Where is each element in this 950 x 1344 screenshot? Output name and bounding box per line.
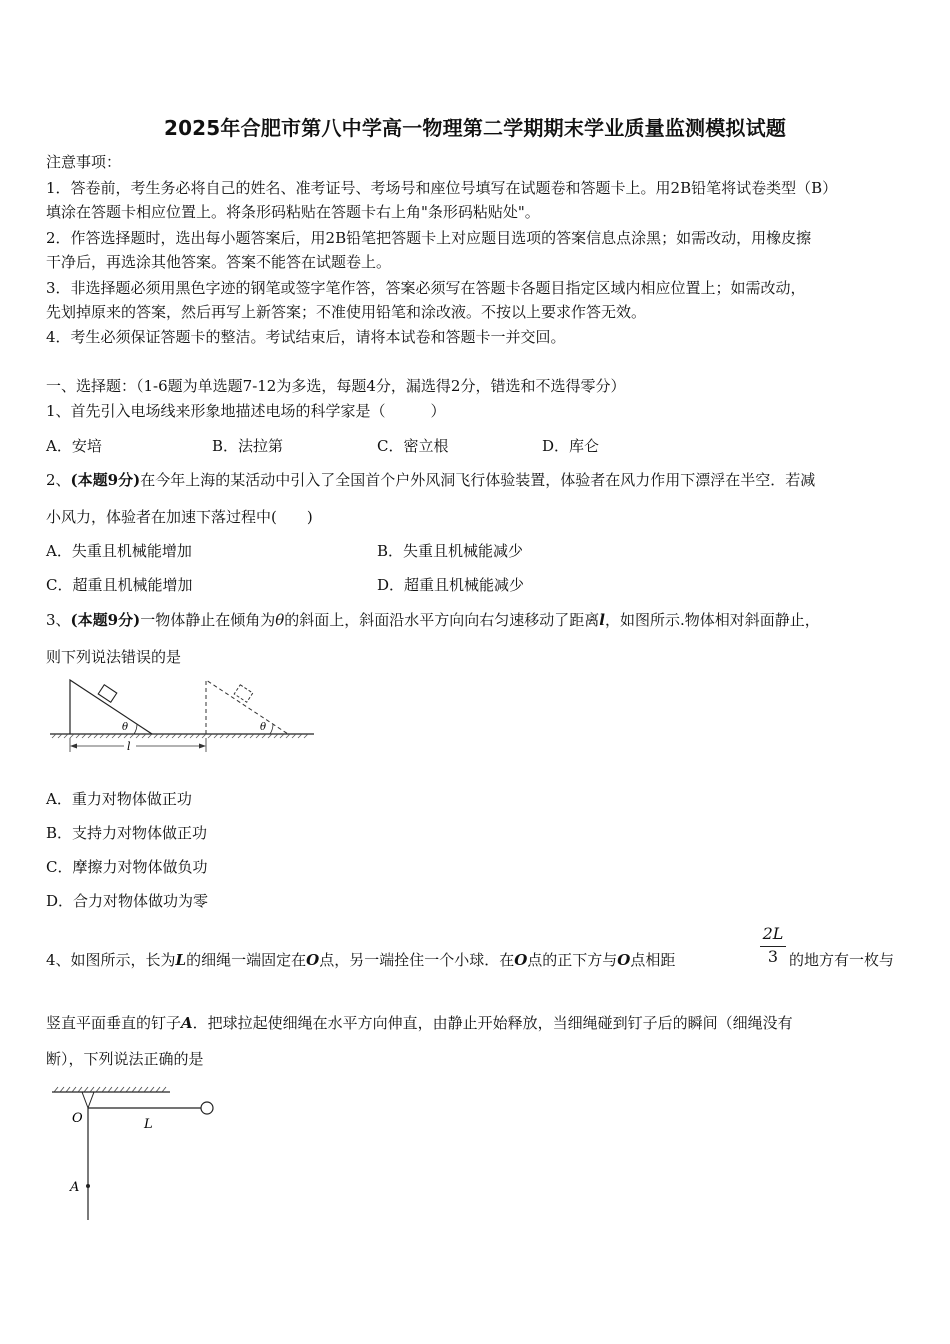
q1-option-d: D．库仑 [542,437,600,455]
q4-text-3: 点，另一端拴住一个小球．在 [319,951,515,969]
notice-line-4: 干净后，再选涂其他答案。答案不能答在试题卷上。 [46,253,392,271]
q3-text-1c: ，如图所示.物体相对斜面静止， [604,611,820,629]
pivot-support [82,1092,94,1108]
block-dashed [234,685,253,702]
page-title: 2025年合肥市第八中学高一物理第二学期期末学业质量监测模拟试题 [163,116,787,140]
q4-point-O-2: O [514,951,528,969]
q4-stem-line-2 [46,1013,793,1033]
incline-dashed [206,680,288,734]
nail-point [86,1184,90,1188]
q2-stem-line-1 [46,470,815,490]
label-L: L [144,1117,153,1132]
q2-score-tag: (本题9分) [70,471,141,489]
q4-text-5: 点相距 [630,951,676,969]
notice-line-5: 3．非选择题必须用黑色字迹的钢笔或签字笔作答，答案必须写在答题卡各题目指定区域内相应位置上；如需改动， [46,279,806,297]
q2-option-a: A．失重且机械能增加 [46,542,192,560]
angle-arc-solid [134,724,137,734]
arrowhead-left [70,744,77,749]
q4-fraction-numerator: 2L [760,924,786,947]
arrowhead-right [199,744,206,749]
q3-theta: θ [275,611,285,629]
ceiling-hatching [54,1087,166,1092]
notice-line-7: 4．考生必须保证答题卡的整洁。考试结束后，请将本试卷和答题卡一并交回。 [46,328,566,346]
section-heading: 一、选择题：（1-6题为单选题7-12为多选，每题4分，漏选得2分，错选和不选得零分） [46,377,626,395]
q4-text-4: 点的正下方与 [527,951,618,969]
q4-text-8: ．把球拉起使细绳在水平方向伸直，由静止开始释放，当细绳碰到钉子后的瞬间（细绳没有 [192,1014,793,1032]
q1-option-b: B．法拉第 [212,437,284,455]
q3-text-1a: 一物体静止在倾角为 [140,611,276,629]
q4-fraction-denominator: 3 [767,947,779,966]
q1-stem: 1、首先引入电场线来形象地描述电场的科学家是（ ） [46,402,446,420]
q3-score-tag: (本题9分) [70,611,141,629]
q2-text-1: 在今年上海的某活动中引入了全国首个户外风洞飞行体验装置，体验者在风力作用下漂浮在半空．若减 [140,471,816,489]
q4-text-1: 4、如图所示，长为 [46,951,176,969]
q4-nail-A: A [181,1014,193,1032]
q3-text-1b: 的斜面上，斜面沿水平方向向右匀速移动了距离 [284,611,600,629]
q4-point-O-3: O [617,951,631,969]
q3-number: 3、 [46,611,71,629]
q3-stem-line-1 [46,610,820,630]
q4-stem-line-1 [46,950,675,970]
q4-text-2: 的细绳一端固定在 [186,951,307,969]
ball [201,1102,213,1114]
q2-option-b: B．失重且机械能减少 [377,542,524,560]
q3-option-c: C．摩擦力对物体做负功 [46,858,208,876]
q3-distance-l: l [599,611,605,629]
incline-diagram [46,676,318,758]
q2-option-c: C．超重且机械能增加 [46,576,193,594]
q1-option-a: A．安培 [46,437,102,455]
q4-point-O-1: O [306,951,320,969]
theta-label-solid: θ [122,722,129,733]
distance-label: l [127,740,131,753]
notice-heading: 注意事项： [46,153,122,171]
pendulum-diagram [46,1084,222,1224]
angle-arc-dashed [270,724,273,734]
q4-text-7: 竖直平面垂直的钉子 [46,1014,182,1032]
theta-label-dashed: θ [260,722,267,733]
q4-length-L: L [175,951,187,969]
label-O: O [72,1111,83,1126]
q4-stem-line-3: 断），下列说法正确的是 [46,1050,204,1068]
incline-solid [70,680,152,734]
label-A: A [70,1180,80,1195]
q2-stem-line-2: 小风力，体验者在加速下落过程中( ) [46,508,313,526]
q1-option-c: C．密立根 [377,437,449,455]
block-solid [98,685,117,702]
notice-line-2: 填涂在答题卡相应位置上。将条形码粘贴在答题卡右上角"条形码粘贴处"。 [46,203,540,221]
notice-line-3: 2．作答选择题时，选出每小题答案后，用2B铅笔把答题卡上对应题目选项的答案信息点涂黑；如需改动，用橡皮擦 [46,229,812,247]
q4-fraction [760,924,786,967]
q3-stem-line-2: 则下列说法错误的是 [46,648,182,666]
q2-option-d: D．超重且机械能减少 [377,576,525,594]
q3-option-d: D．合力对物体做功为零 [46,892,209,910]
notice-line-1: 1．答卷前，考生务必将自己的姓名、准考证号、考场号和座位号填写在试题卷和答题卡上。用2B铅笔将试卷类型（B） [46,179,838,197]
q4-text-6: 的地方有一枚与 [789,951,895,969]
q3-option-a: A．重力对物体做正功 [46,790,192,808]
q3-option-b: B．支持力对物体做正功 [46,824,208,842]
q2-number: 2、 [46,471,71,489]
notice-line-6: 先划掉原来的答案，然后再写上新答案；不准使用铅笔和涂改液。不按以上要求作答无效。 [46,303,647,321]
